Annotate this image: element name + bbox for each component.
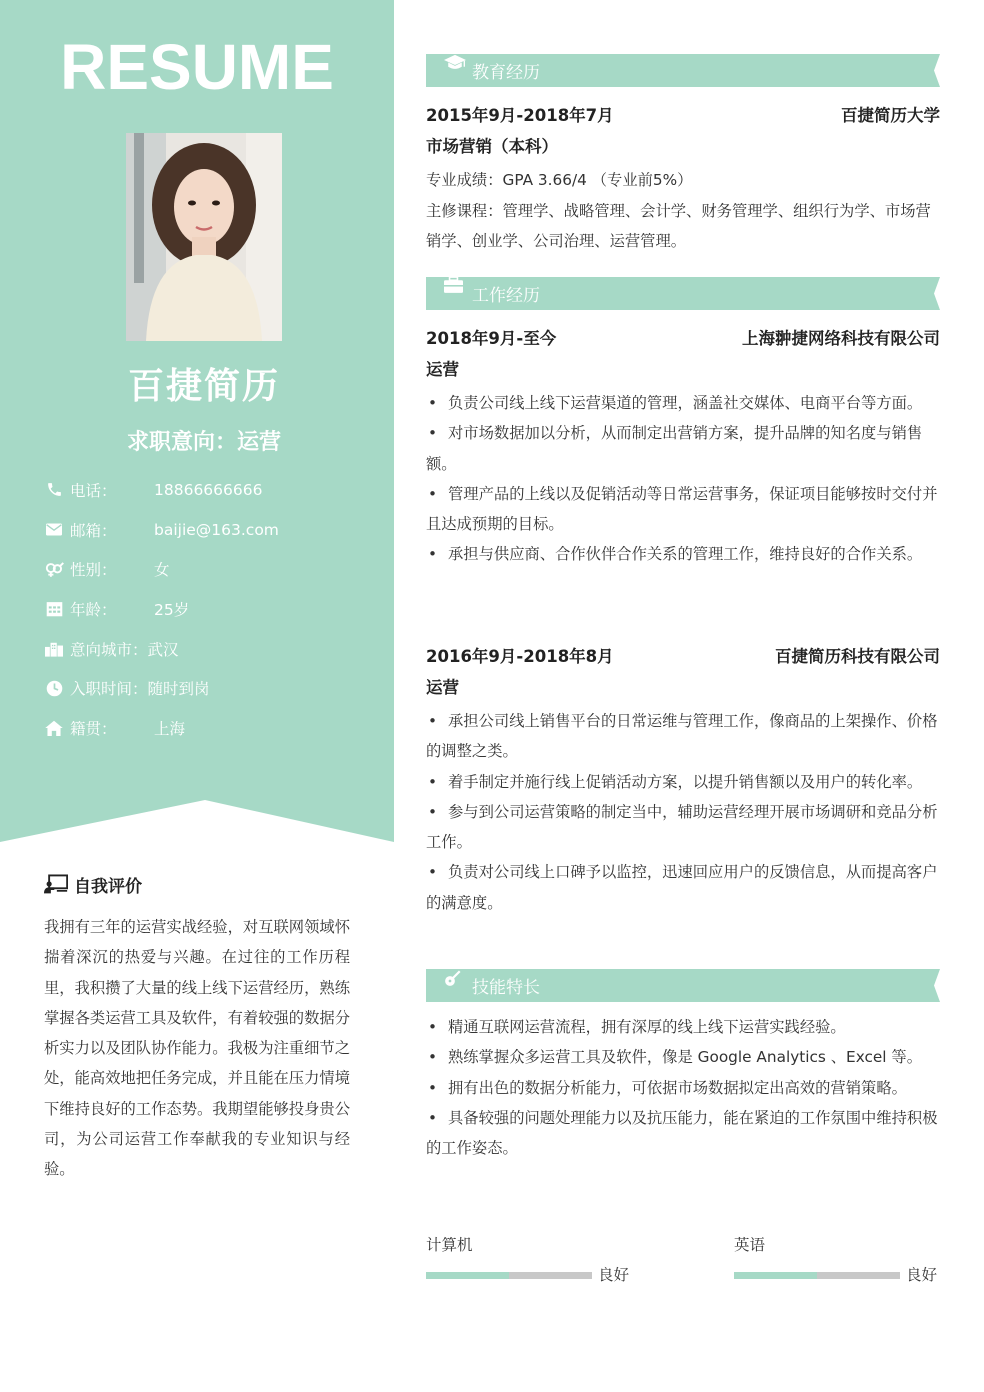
education-major: 市场营销（本科） bbox=[426, 137, 558, 156]
info-row-city: 意向城市 ： 武汉 bbox=[44, 629, 384, 669]
education-title: 教育经历 bbox=[472, 63, 540, 83]
info-label-native: 籍贯： bbox=[70, 719, 117, 738]
list-item: • 精通互联网运营流程，拥有深厚的线上线下运营实践经验。 bbox=[428, 1018, 846, 1036]
info-row-phone bbox=[44, 470, 384, 510]
info-value-phone: 18866666666 bbox=[154, 480, 263, 499]
self-eval-text: 我拥有三年的运营实战经验，对互联网领域怀揣着深沉的热爱与兴趣。在过往的工作历程里，我积攒了大量的线上线下运营经历，熟练掌握各类运营工具及软件，有着较强的数据分析实力以及团队协作能力。我极为注重细节之处，能高效地把任务完成，并且能在压力情境下维持良好的工作态势。我期望能够投身贵公司，为公司运营工作奉献我的专业知识与经验。 bbox=[44, 918, 350, 1179]
job-2-role: 运营 bbox=[426, 678, 459, 697]
list-item: • 对市场数据加以分析，从而制定出营销方案，提升品牌的知名度与销售额。 bbox=[426, 424, 923, 473]
skill-bar-english bbox=[734, 1272, 900, 1279]
skill-bar-fill bbox=[734, 1272, 817, 1279]
education-header-row bbox=[426, 102, 940, 126]
resume-title: RESUME bbox=[60, 31, 334, 103]
list-item: • 承担与供应商、合作伙伴合作关系的管理工作，维持良好的合作关系。 bbox=[428, 545, 923, 564]
education-school: 百捷简历大学 bbox=[841, 106, 940, 125]
list-item: • 着手制定并施行线上促销活动方案，以提升销售额以及用户的转化率。 bbox=[428, 772, 923, 791]
job-intent: 求职意向：运营 bbox=[126, 430, 281, 455]
info-label-age: 年龄： bbox=[70, 600, 117, 619]
skill-name-computer: 计算机 bbox=[426, 1236, 473, 1254]
info-value-native: 上海 bbox=[154, 719, 186, 738]
city-icon bbox=[44, 639, 64, 659]
profile-photo bbox=[126, 133, 282, 341]
presenter-icon bbox=[44, 874, 68, 896]
list-item: • 负责对公司线上口碑予以监控，迅速回应用户的反馈信息，从而提高客户的满意度。 bbox=[426, 863, 938, 912]
list-item: • 管理产品的上线以及促销活动等日常运营事务，保证项目能够按时交付并且达成预期的目标。 bbox=[426, 484, 938, 534]
job-1-role: 运营 bbox=[426, 360, 459, 379]
education-section-bar bbox=[426, 54, 940, 87]
info-label-city: 意向城市 bbox=[70, 640, 133, 659]
info-label-phone: 电话： bbox=[70, 481, 117, 500]
skill-bar-computer bbox=[426, 1272, 592, 1279]
info-value-gender: 女 bbox=[154, 561, 170, 580]
skills-bullets bbox=[426, 1012, 940, 1163]
work-title: 工作经历 bbox=[472, 286, 540, 306]
job-1-company: 上海翀捷网络科技有限公司 bbox=[742, 329, 940, 348]
info-label-start: 入职时间 bbox=[70, 680, 133, 699]
list-item: • 具备较强的问题处理能力以及抗压能力，能在紧迫的工作氛围中维持积极的工作姿态。 bbox=[426, 1108, 938, 1158]
education-period: 2015年9月-2018年7月 bbox=[426, 106, 614, 125]
job-2-company: 百捷简历科技有限公司 bbox=[775, 647, 940, 666]
info-label-email: 邮箱： bbox=[70, 521, 117, 540]
skill-level-english: 良好 bbox=[906, 1266, 938, 1284]
briefcase-icon bbox=[444, 284, 466, 304]
phone-icon bbox=[44, 480, 64, 500]
job-2-bullets bbox=[426, 706, 940, 918]
education-gpa: 专业成绩：GPA 3.66/4 （专业前5%） bbox=[426, 171, 693, 189]
list-item: • 负责公司线上线下运营渠道的管理，涵盖社交媒体、电商平台等方面。 bbox=[428, 394, 923, 412]
skills-title: 技能特长 bbox=[472, 978, 540, 998]
skill-name-english: 英语 bbox=[734, 1236, 766, 1254]
candidate-name: 百捷简历 bbox=[127, 366, 280, 407]
info-row-email bbox=[44, 510, 384, 550]
gender-icon bbox=[44, 559, 64, 579]
info-label-gender: 性别： bbox=[70, 561, 117, 580]
skill-level-computer: 良好 bbox=[598, 1266, 630, 1284]
self-eval-title: 自我评价 bbox=[74, 877, 142, 897]
skills-section-bar bbox=[426, 969, 940, 1002]
job-1-period: 2018年9月-至今 bbox=[426, 329, 557, 348]
clock-icon bbox=[44, 678, 64, 698]
job-1-bullets bbox=[426, 388, 940, 570]
info-value-email: baijie@163.com bbox=[154, 520, 279, 539]
mail-icon bbox=[44, 520, 64, 540]
info-row-age bbox=[44, 589, 384, 629]
education-courses: 主修课程：管理学、战略管理、会计学、财务管理学、组织行为学、市场营销学、创业学、公司治理、运营管理。 bbox=[426, 202, 931, 251]
calendar-icon bbox=[44, 599, 64, 619]
list-item: • 参与到公司运营策略的制定当中，辅助运营经理开展市场调研和竞品分析工作。 bbox=[426, 802, 938, 852]
job-1-header-row bbox=[426, 325, 940, 349]
home-icon bbox=[44, 718, 64, 738]
job-2-header-row bbox=[426, 643, 940, 667]
job-2-period: 2016年9月-2018年8月 bbox=[426, 647, 614, 666]
info-value-start: 随时到岗 bbox=[147, 680, 210, 699]
contact-info-list bbox=[44, 470, 384, 748]
list-item: • 熟练掌握众多运营工具及软件，像是 Google Analytics 、Excel 等。 bbox=[428, 1048, 923, 1067]
info-row-gender bbox=[44, 549, 384, 589]
graduation-cap-icon bbox=[444, 61, 466, 81]
self-eval-heading bbox=[44, 872, 142, 897]
list-item: • 承担公司线上销售平台的日常运维与管理工作，像商品的上架操作、价格的调整之类。 bbox=[426, 712, 938, 761]
info-row-native bbox=[44, 708, 384, 748]
info-row-start: 入职时间 ： 随时到岗 bbox=[44, 668, 384, 708]
info-value-city: 武汉 bbox=[147, 640, 179, 659]
guitar-icon bbox=[444, 976, 466, 996]
skill-bar-fill bbox=[426, 1272, 509, 1279]
info-value-age: 25岁 bbox=[154, 600, 190, 619]
work-section-bar bbox=[426, 277, 940, 310]
list-item: • 拥有出色的数据分析能力，可依据市场数据拟定出高效的营销策略。 bbox=[428, 1078, 907, 1097]
